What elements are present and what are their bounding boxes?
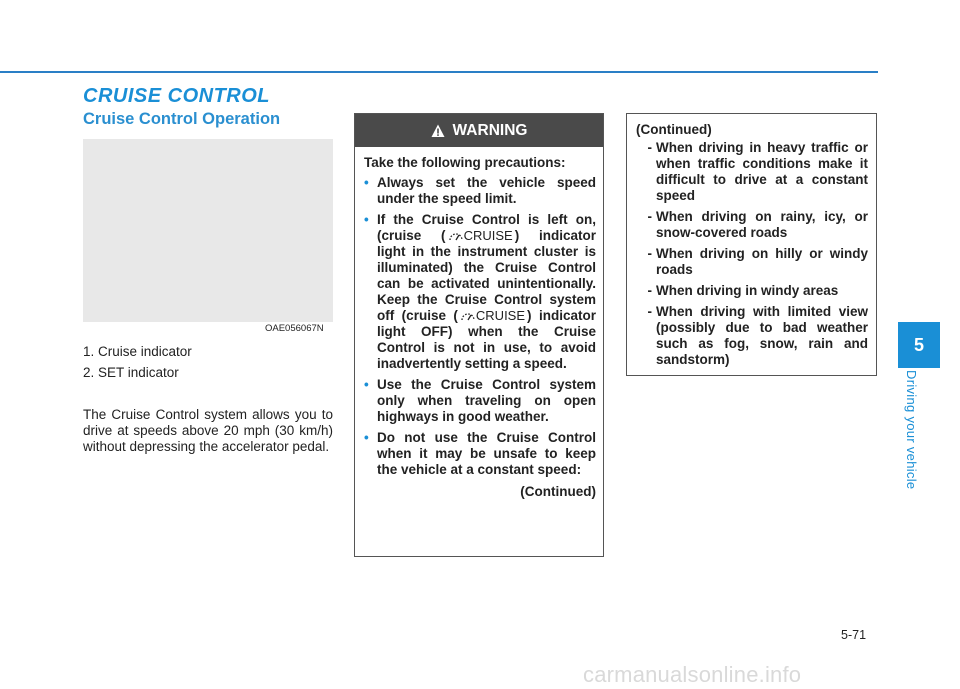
dash-icon: - (647, 246, 652, 261)
bullet-icon: • (364, 430, 369, 445)
list-item (636, 246, 868, 278)
cruise-indicator-text: CRUISE (475, 308, 526, 323)
warning-header (355, 114, 603, 147)
caption-1: 1. Cruise indicator (83, 344, 192, 359)
chapter-number: 5 (913, 334, 924, 355)
chapter-label-text: Driving your vehicle (904, 370, 919, 490)
warning-bullet-3: Use the Cruise Control system only when traveling on open highways in good weather. (377, 377, 596, 424)
sub-title: Cruise Control Operation (83, 110, 281, 128)
right-item-3: When driving on hilly or windy roads (656, 246, 868, 277)
caption-2: 2. SET indicator (83, 365, 179, 380)
list-item (364, 212, 596, 372)
cruise-indicator-icon (460, 308, 525, 324)
list-item (364, 430, 596, 478)
list-item (636, 140, 868, 204)
right-item-4: When driving in windy areas (656, 283, 839, 298)
bullet-icon: • (364, 377, 369, 392)
figure-image (83, 139, 333, 322)
watermark: carmanualsonline.info (583, 662, 802, 687)
warning-intro: Take the following precautions: (364, 155, 566, 170)
warning-bullet-2-part3: ) indicator light OFF) when the Cruise Control is not in use, to avoid inadvertently setting a speed. (377, 308, 596, 371)
dash-icon: - (647, 140, 652, 155)
list-item (364, 175, 596, 207)
bullet-icon: • (364, 175, 369, 190)
dash-icon: - (647, 304, 652, 319)
chapter-tab (898, 322, 940, 368)
right-item-5: When driving with limited view (possibly due to bad weather such as fog, snow, rain and sandstorm) (656, 304, 868, 367)
list-item (636, 209, 868, 241)
right-box-continued: (Continued) (636, 122, 712, 137)
list-item (364, 377, 596, 425)
warning-bullet-1: Always set the vehicle speed under the speed limit. (377, 175, 596, 206)
section-title: CRUISE CONTROL (83, 85, 270, 107)
dash-icon: - (647, 209, 652, 224)
right-item-1: When driving in heavy traffic or when traffic conditions make it difficult to drive at a constant speed (656, 140, 868, 203)
body-text: The Cruise Control system allows you to drive at speeds above 20 mph (30 km/h) without depressing the accelerator pedal. (83, 407, 333, 454)
warning-continued-box (626, 113, 877, 376)
cruise-indicator-icon (448, 228, 513, 244)
warning-triangle-icon (431, 124, 445, 138)
warning-header-label: WARNING (452, 121, 528, 139)
header-rule (0, 71, 878, 73)
bullet-icon: • (364, 212, 369, 227)
warning-bullet-2-part2: ) indicator light in the instrument cluster is illuminated) the Cruise Control can be activated unintentionally. Keep the Cruise Control system off (cruise ( (377, 228, 596, 323)
cruise-indicator-text: CRUISE (463, 228, 513, 243)
figure-code: OAE056067N (265, 323, 324, 334)
warning-continued: (Continued) (520, 484, 596, 499)
warning-bullet-2 (377, 212, 596, 372)
warning-bullet-2-part1: If the Cruise Control is left on, (cruise ( (377, 212, 596, 243)
dash-icon: - (647, 283, 652, 298)
page-number: 5-71 (841, 628, 867, 642)
warning-box (354, 113, 604, 557)
list-item (636, 283, 868, 299)
list-item (636, 304, 868, 368)
right-item-2: When driving on rainy, icy, or snow-covered roads (656, 209, 868, 240)
warning-bullet-4: Do not use the Cruise Control when it may be unsafe to keep the vehicle at a constant speed: (377, 430, 596, 477)
